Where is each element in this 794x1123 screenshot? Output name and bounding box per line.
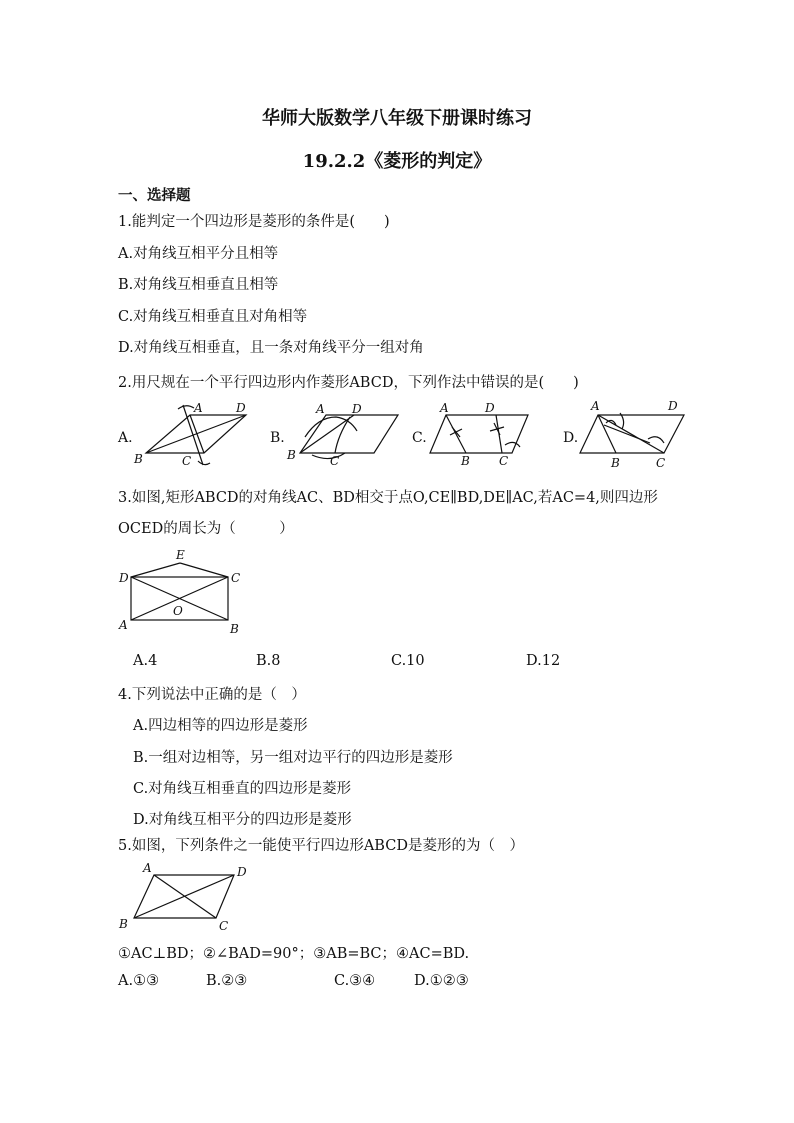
svg-text:D: D [119, 571, 129, 585]
q3-stem-line1: 3.如图,矩形ABCD的对角线AC、BD相交于点O,CE∥BD,DE∥AC,若AC=4,则四边形 [118, 490, 658, 506]
svg-text:O: O [173, 604, 183, 618]
q3-option-c: C.10 [391, 653, 425, 669]
svg-text:B: B [119, 917, 128, 931]
q3-option-b: B.8 [256, 653, 281, 669]
svg-text:D: D [352, 402, 362, 416]
q5-option-c: C.③④ [334, 973, 376, 989]
svg-text:D: D [668, 399, 678, 413]
svg-text:B: B [461, 454, 470, 468]
q4-option-d: D.对角线互相平分的四边形是菱形 [133, 812, 352, 828]
q5-option-d: D.①②③ [414, 973, 469, 989]
svg-text:A: A [119, 618, 128, 632]
q2-figure-d [580, 413, 684, 453]
svg-text:B: B [611, 456, 620, 470]
q1-option-b: B.对角线互相垂直且相等 [118, 277, 279, 293]
q5-option-b: B.②③ [206, 973, 248, 989]
svg-text:C: C [182, 454, 192, 468]
document-subtitle: 19.2.2《菱形的判定》 [302, 151, 492, 172]
q2-figures [0, 395, 794, 475]
svg-text:D: D [237, 865, 247, 879]
svg-text:D: D [236, 401, 246, 415]
svg-text:A: A [143, 861, 152, 875]
q2-label-c: C. [412, 430, 427, 446]
q1-option-c: C.对角线互相垂直且对角相等 [118, 309, 308, 325]
svg-text:A: A [194, 401, 203, 415]
q1-option-d: D.对角线互相垂直，且一条对角线平分一组对角 [118, 340, 424, 356]
q2-label-d: D. [563, 430, 579, 446]
q5-conditions: ①AC⊥BD；②∠BAD=90°；③AB=BC；④AC=BD. [118, 946, 470, 962]
q3-figure [0, 545, 794, 640]
q2-stem: 2.用尺规在一个平行四边形内作菱形ABCD，下列作法中错误的是( ) [118, 375, 579, 391]
svg-text:E: E [176, 548, 185, 562]
q4-stem: 4.下列说法中正确的是（ ） [118, 687, 306, 703]
section-heading: 一、选择题 [118, 187, 191, 204]
q3-option-a: A.4 [133, 653, 158, 669]
svg-text:C: C [656, 456, 666, 470]
svg-text:C: C [330, 454, 340, 468]
q3-option-d: D.12 [526, 653, 561, 669]
svg-text:A: A [440, 401, 449, 415]
q1-stem: 1.能判定一个四边形是菱形的条件是( ) [118, 214, 390, 230]
q4-option-c: C.对角线互相垂直的四边形是菱形 [133, 781, 352, 797]
svg-text:B: B [287, 448, 296, 462]
q2-figure-b [300, 415, 398, 459]
q1-option-a: A.对角线互相平分且相等 [118, 246, 279, 262]
q4-option-a: A.四边相等的四边形是菱形 [133, 718, 308, 734]
q4-option-b: B.一组对边相等，另一组对边平行的四边形是菱形 [133, 750, 453, 766]
svg-text:C: C [219, 919, 229, 933]
q2-figure-c [430, 415, 528, 453]
svg-text:B: B [134, 452, 143, 466]
document-title: 华师大版数学八年级下册课时练习 [262, 108, 532, 129]
svg-text:A: A [591, 399, 600, 413]
svg-text:D: D [485, 401, 495, 415]
q3-stem-line2: OCED的周长为（ ） [118, 521, 294, 537]
q5-option-a: A.①③ [118, 973, 160, 989]
svg-text:A: A [316, 402, 325, 416]
svg-text:C: C [231, 571, 241, 585]
q2-label-a: A. [118, 430, 133, 446]
svg-text:B: B [230, 622, 239, 636]
q5-figure [0, 858, 794, 938]
q2-label-b: B. [270, 430, 285, 446]
q5-stem: 5.如图，下列条件之一能使平行四边形ABCD是菱形的为（ ） [118, 838, 524, 854]
svg-text:C: C [499, 454, 509, 468]
